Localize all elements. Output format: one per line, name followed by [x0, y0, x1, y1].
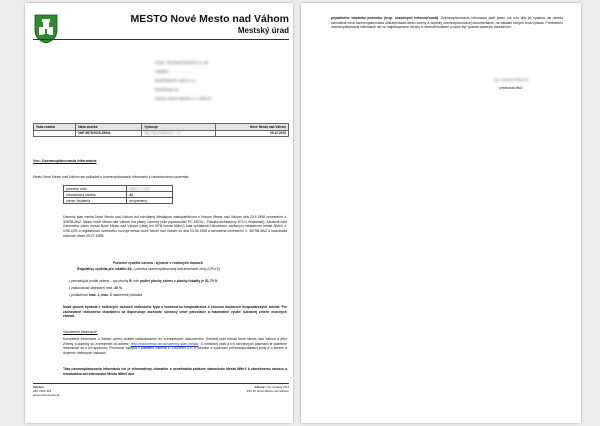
address-label: Adresa:: [254, 385, 266, 389]
address-line: Čsl. armády 64/1: [266, 385, 289, 389]
document-page-2: [301, 3, 581, 423]
regulation-label: Regulatívy využitia pre lokalitu 43:: [77, 267, 133, 271]
page-subtitle: Mestský úrad: [237, 26, 289, 35]
footer-divider: [33, 383, 289, 384]
intro-text: Mesto Nové Mesto nad Váhom ste požiadali o územnoplánovaciu informáciu k nasledovnému pozemku:: [33, 175, 190, 179]
parcel-value: neuprenený: [127, 198, 173, 204]
phone-label: Telefón:: [33, 385, 45, 389]
parcel-value: 4830 v. č. 5/5: [127, 186, 173, 192]
function-heading: Funkčné využitie územia - bývanie v rodinných domoch: [113, 261, 203, 265]
bullet-item: • podlažnosť max. 1, max. 2 nadzemné podlažia: [69, 293, 143, 297]
phone-number: 032 7402 316: [33, 389, 52, 394]
footer-contact: [33, 385, 60, 398]
signer-title: prednosta MsÚ: [499, 86, 523, 90]
parcel-label: parcelné číslo: [64, 186, 127, 192]
plan-link[interactable]: http://www.mesto-nm.sk/uzemny-plan-mesta/: [130, 341, 199, 346]
paragraph-notice: Táto územnoplánovacia informácia nie je informatívny charakter a nenahrádza záväzné stanovisko Mesta NMnV k stavebnému zámeru a nenahrádza ani stanovisko Mesta NMnV ako: [63, 367, 287, 376]
table-cell: NsP-5679/2025-39844: [76, 130, 142, 137]
parcel-value: 43: [127, 192, 173, 198]
bullet-item: • zastavanosť objektami max. 40 %: [69, 286, 122, 290]
paragraph-validity: prípadného vlastníka pozemku (resp. susedných nehnuteľností). Územnoplánovacia informácia platí jeden rok odo dňa jej vydania, ak nebola schválená nová územnoplánovacia dokumentácia alebo zmeny a doplnky územnoplánovacej dokumentácie, na základe ktorých bola vydaná. Predmetom územnoplánovacej informácie nie sú majetkoprávne vzťahy k nehnuteľnostiam a môže byť vydaná viacerým žiadateľom.: [331, 16, 563, 30]
paragraph-housing: Nová plocha bývania v rodinných domoch vidieckeho typu s možnosťou hospodárstva a chovom domácich hospodárskych zvierat. Pre zachovanie vidieckeho charakteru sa doporučuje zachovať súčasný omer parcelácie a maximálne využiť súčasnej zelene ovocných záhrad.: [63, 305, 287, 319]
parcel-label: urbanistická lokalita: [64, 192, 127, 198]
signer-name: Ing. František Maholný: [493, 78, 529, 82]
address-line: 915 32 Nové Mesto nad Váhom: [246, 389, 289, 394]
table-header: Nové Mesto nad Váhom: [216, 124, 289, 131]
parcel-table: [63, 185, 173, 204]
table-cell: Mgr. Alena Babicová · 111: [142, 130, 216, 137]
paragraph-general: Kompletné informácie o Vašom území získate naštudovaním do zverejnených dokumentov: Územný plán mesta Nové Mesto nad Váhom a jeho Zmeny a doplnky sú zverejnené na adrese: http://www.mesto-nm.sk/uzemny-plan-mesta/. O exekčnej časti a ich ochranných pásmach je potrebné informovať sa u ich správcov. Povinnosť vyplýva z platného Zákona č. 220/2004 Z.z. o ochrane a využívaní poľnohospodárskej pôdy a o zmene a doplnení niektorých zákonov.: [63, 337, 287, 356]
regulation-line: [77, 267, 220, 272]
parcel-label: zámer žiadateľa: [64, 198, 127, 204]
table-header: Vybavuje: [142, 124, 216, 131]
table-cell: 09.12.2025: [216, 130, 289, 137]
recipient-line: 91011 Nové Mesto n / Váhom: [155, 96, 212, 101]
subject-heading: Vec: Územnoplánovacia informácia: [33, 159, 97, 163]
footer-address: [165, 385, 289, 393]
page-title: MESTO Nové Mesto nad Váhom: [130, 13, 289, 25]
reference-table: [33, 123, 289, 137]
header-divider: [33, 39, 289, 40]
bullet-item: • prevažujúci podiel zelene – typ plochy B, kde podiel plochy zelene z plochy lokality je 51-70 %: [69, 279, 218, 283]
recipient-line: Hašlisť: [155, 69, 169, 74]
website: www.nove-mesto.sk: [33, 393, 60, 398]
recipient-line: Bambusa 11: [155, 87, 179, 92]
table-header: Naša značka: [76, 124, 142, 131]
table-header: Vaša značka: [34, 124, 76, 131]
regulation-text: • potreba územnoplánovacej dokumentácie zóny (ÚPN-Z): [133, 267, 220, 271]
document-page-1: [25, 3, 293, 423]
table-cell: [34, 130, 76, 137]
recipient-line: EUROMAR cats s.r.o.: [155, 78, 197, 83]
paragraph-legal: Územný plán mesta Nové Mesto nad Váhom bol schválený Mestským zastupiteľstvom v Novom Meste nad Váhom dňa 23.6.1998 uznesením č. 306/98-MsZ. Mesto Nové Mesto nad Váhom má platný Územný plán (spracovateľ PC ARCH – Fakulta architektúry STU v Bratislave). Záväzná časť Územného plánu mesta Nové Mesto nad Váhom (ďalej len ÚPN mesta NMnV) bola vyhlásená Všeobecne záväzným nariadením mesta NMnV č. 1/98-VZN o regulatívoch územného rozvoja mesta Nové Mesto nad Váhom zo dňa 23.06.1998 a schválená uznesením č. 367/98-MsZ a nadobudla účinnosť dňom 09.07.1998.: [63, 215, 287, 238]
recipient-line: JUDr. Richard Brisarić LL.M.: [155, 60, 210, 65]
general-info-heading: Všeobecné informácie:: [63, 330, 98, 334]
